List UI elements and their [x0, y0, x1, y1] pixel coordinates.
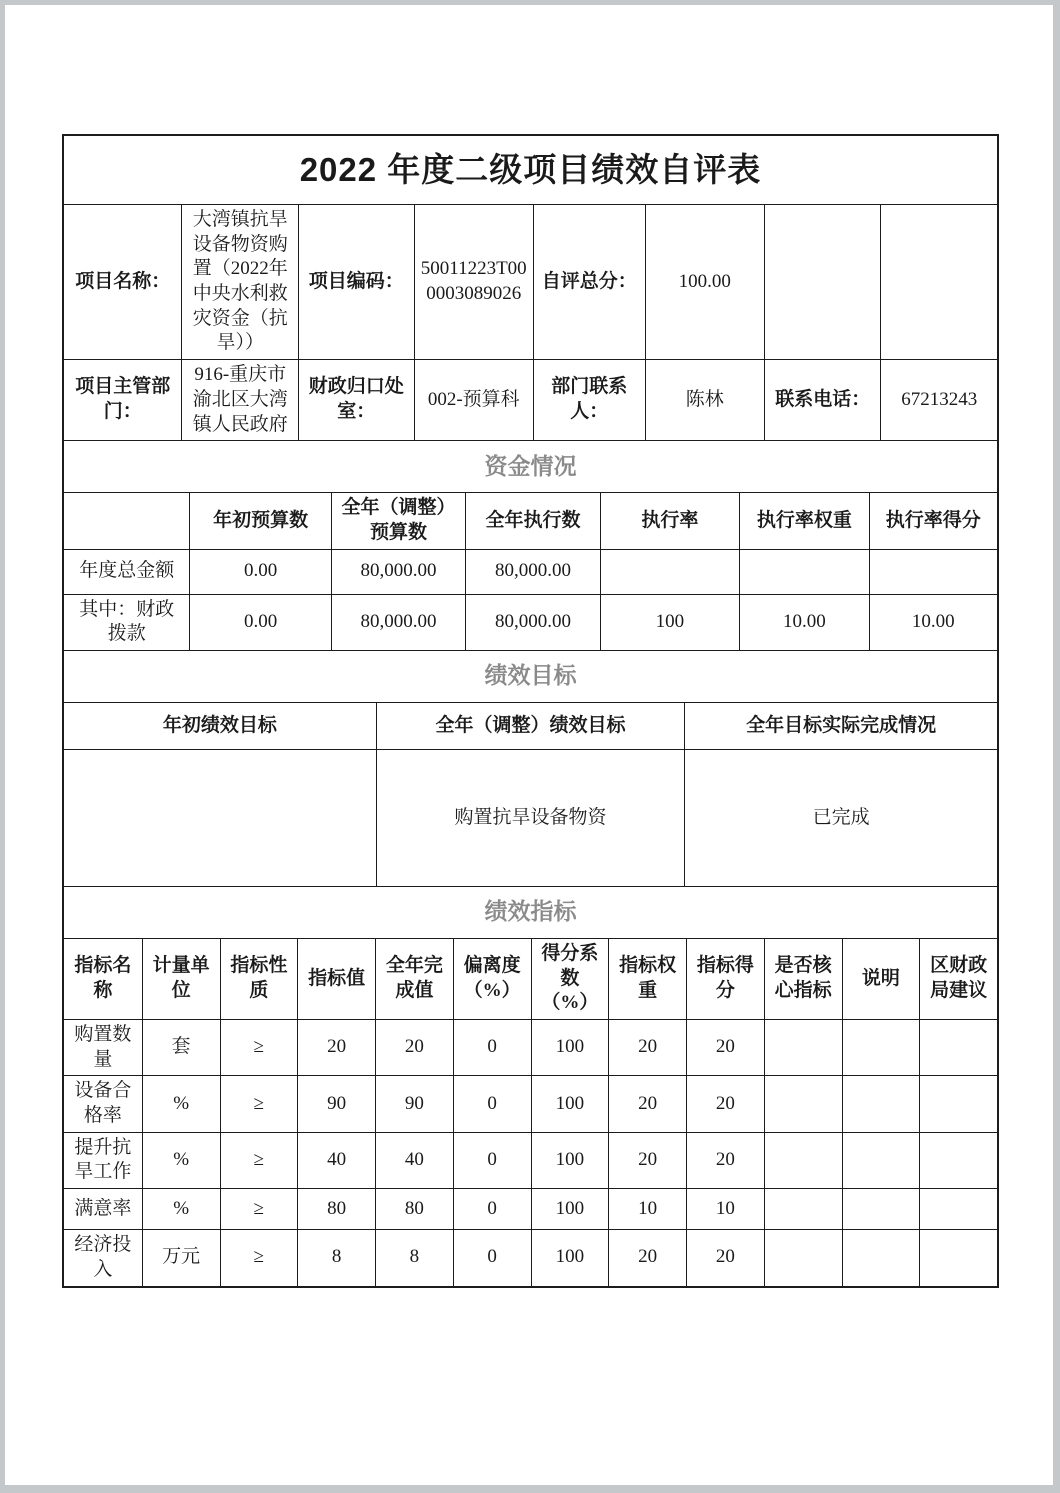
ind-score-coef: 100	[531, 1230, 609, 1285]
goals-header-completion: 全年目标实际完成情况	[684, 703, 997, 749]
ind-header-bureau-advice: 区财政局建议	[919, 939, 997, 1019]
ind-weight: 20	[608, 1020, 686, 1075]
ind-bureau-advice	[919, 1189, 997, 1229]
project-code-label: 项目编码：	[298, 205, 414, 359]
indicator-row	[64, 1075, 997, 1131]
ind-score: 10	[686, 1189, 764, 1229]
project-name-value: 大湾镇抗旱设备物资购置（2022年中央水利救灾资金（抗旱））	[181, 205, 298, 359]
ind-note	[842, 1133, 920, 1188]
ind-name: 满意率	[74, 1197, 132, 1219]
ind-name: 提升抗旱工作	[74, 1136, 132, 1183]
ind-header-deviation: 偏离度（%）	[453, 939, 531, 1019]
ind-nature: ≥	[220, 1189, 298, 1229]
funds-header-initial-budget: 年初预算数	[189, 493, 330, 548]
funds-header-rate-weight: 执行率权重	[739, 493, 868, 548]
goals-completion-value: 已完成	[684, 750, 997, 886]
ind-nature: ≥	[220, 1230, 298, 1285]
ind-deviation: 0	[453, 1076, 531, 1131]
contact-label: 部门联系人：	[533, 360, 645, 440]
ind-score-coef: 100	[531, 1133, 609, 1188]
section-title-goals: 绩效目标	[484, 662, 577, 689]
ind-weight: 10	[608, 1189, 686, 1229]
ind-header-nature: 指标性质	[220, 939, 298, 1019]
ind-note	[842, 1230, 920, 1285]
ind-deviation: 0	[453, 1020, 531, 1075]
ind-name: 经济投入	[74, 1234, 132, 1280]
empty-cell	[880, 205, 997, 359]
funds-section-row	[64, 440, 997, 492]
ind-deviation: 0	[453, 1230, 531, 1285]
funds-header-row	[64, 492, 997, 548]
ind-score: 20	[686, 1230, 764, 1285]
ind-annual-value: 20	[375, 1020, 453, 1075]
funds-total-label: 年度总金额	[79, 560, 175, 582]
ind-weight: 20	[608, 1133, 686, 1188]
funds-total-rate-score	[869, 550, 997, 594]
ind-target: 40	[297, 1133, 375, 1188]
ind-note	[842, 1189, 920, 1229]
page-title: 2022 年度二级项目绩效自评表	[299, 150, 762, 188]
dept-label: 项目主管部门：	[75, 376, 171, 423]
ind-header-score-coef: 得分系数（%）	[531, 939, 609, 1019]
indicator-row	[64, 1019, 997, 1075]
ind-core	[764, 1133, 842, 1188]
ind-target: 8	[297, 1230, 375, 1285]
ind-header-score: 指标得分	[686, 939, 764, 1019]
funds-total-executed: 80,000.00	[465, 550, 599, 594]
goals-header-adjusted: 全年（调整）绩效目标	[376, 703, 685, 749]
section-title-funds: 资金情况	[484, 452, 577, 479]
goals-initial-value	[64, 750, 376, 886]
phone-value: 67213243	[880, 360, 997, 440]
self-evaluation-table	[62, 134, 999, 1288]
ind-core	[764, 1230, 842, 1285]
self-score-label: 自评总分：	[533, 205, 645, 359]
funds-total-rate-weight	[739, 550, 868, 594]
ind-name: 购置数量	[74, 1024, 132, 1070]
ind-nature: ≥	[220, 1020, 298, 1075]
ind-unit: %	[142, 1189, 220, 1229]
funds-fiscal-initial-budget: 0.00	[189, 595, 330, 650]
ind-target: 20	[297, 1020, 375, 1075]
ind-weight: 20	[608, 1076, 686, 1131]
indicator-row	[64, 1188, 997, 1229]
ind-core	[764, 1076, 842, 1131]
ind-deviation: 0	[453, 1133, 531, 1188]
goals-section-row	[64, 650, 997, 702]
funds-row-total	[64, 549, 997, 594]
ind-score-coef: 100	[531, 1020, 609, 1075]
ind-score-coef: 100	[531, 1189, 609, 1229]
ind-header-core: 是否核心指标	[764, 939, 842, 1019]
finance-office-label: 财政归口处室：	[298, 360, 414, 440]
ind-header-target: 指标值	[297, 939, 375, 1019]
ind-annual-value: 8	[375, 1230, 453, 1285]
goals-header-row	[64, 702, 997, 749]
ind-weight: 20	[608, 1230, 686, 1285]
ind-note	[842, 1020, 920, 1075]
ind-unit: %	[142, 1076, 220, 1131]
ind-header-weight: 指标权重	[608, 939, 686, 1019]
ind-deviation: 0	[453, 1189, 531, 1229]
ind-score: 20	[686, 1076, 764, 1131]
funds-row-fiscal	[64, 594, 997, 650]
ind-header-note: 说明	[842, 939, 920, 1019]
project-info-row-2	[64, 359, 997, 440]
project-code-value: 50011223T000003089026	[414, 205, 533, 359]
ind-nature: ≥	[220, 1076, 298, 1131]
ind-unit: %	[142, 1133, 220, 1188]
ind-target: 80	[297, 1189, 375, 1229]
ind-annual-value: 40	[375, 1133, 453, 1188]
finance-office-value: 002-预算科	[414, 360, 533, 440]
funds-fiscal-label: 其中：财政拨款	[79, 598, 175, 645]
ind-unit: 套	[142, 1020, 220, 1075]
dept-value: 916-重庆市渝北区大湾镇人民政府	[181, 360, 298, 440]
funds-fiscal-execution-rate: 100	[600, 595, 739, 650]
goals-adjusted-value: 购置抗旱设备物资	[376, 750, 685, 886]
ind-annual-value: 90	[375, 1076, 453, 1131]
ind-bureau-advice	[919, 1133, 997, 1188]
funds-total-execution-rate	[600, 550, 739, 594]
project-info-row-1	[64, 204, 997, 359]
funds-header-blank	[64, 493, 189, 548]
ind-header-annual-value: 全年完成值	[375, 939, 453, 1019]
ind-score-coef: 100	[531, 1076, 609, 1131]
goals-data-row	[64, 749, 997, 886]
indicators-section-row	[64, 886, 997, 938]
project-name-label: 项目名称：	[75, 270, 171, 292]
funds-fiscal-adjusted-budget: 80,000.00	[331, 595, 465, 650]
ind-bureau-advice	[919, 1020, 997, 1075]
ind-core	[764, 1020, 842, 1075]
ind-target: 90	[297, 1076, 375, 1131]
funds-header-executed: 全年执行数	[465, 493, 599, 548]
indicator-row	[64, 1132, 997, 1188]
ind-note	[842, 1076, 920, 1131]
funds-fiscal-executed: 80,000.00	[465, 595, 599, 650]
funds-total-adjusted-budget: 80,000.00	[331, 550, 465, 594]
ind-unit: 万元	[142, 1230, 220, 1285]
goals-header-initial: 年初绩效目标	[162, 714, 277, 736]
funds-total-initial-budget: 0.00	[189, 550, 330, 594]
ind-header-unit: 计量单位	[142, 939, 220, 1019]
contact-value: 陈林	[645, 360, 764, 440]
funds-fiscal-rate-score: 10.00	[869, 595, 997, 650]
ind-bureau-advice	[919, 1230, 997, 1285]
ind-score: 20	[686, 1133, 764, 1188]
ind-bureau-advice	[919, 1076, 997, 1131]
self-score-value: 100.00	[645, 205, 764, 359]
ind-core	[764, 1189, 842, 1229]
ind-score: 20	[686, 1020, 764, 1075]
indicators-header-row	[64, 938, 997, 1019]
phone-label: 联系电话：	[764, 360, 881, 440]
empty-cell	[764, 205, 881, 359]
ind-name: 设备合格率	[74, 1080, 132, 1127]
ind-header-name: 指标名称	[74, 955, 132, 1001]
funds-header-adjusted-budget: 全年（调整）预算数	[331, 493, 465, 548]
funds-header-execution-rate: 执行率	[600, 493, 739, 548]
title-row	[64, 136, 997, 204]
document-page	[5, 5, 1053, 1485]
funds-fiscal-rate-weight: 10.00	[739, 595, 868, 650]
section-title-indicators: 绩效指标	[484, 898, 577, 925]
ind-annual-value: 80	[375, 1189, 453, 1229]
funds-header-rate-score: 执行率得分	[869, 493, 997, 548]
indicator-row	[64, 1229, 997, 1285]
ind-nature: ≥	[220, 1133, 298, 1188]
